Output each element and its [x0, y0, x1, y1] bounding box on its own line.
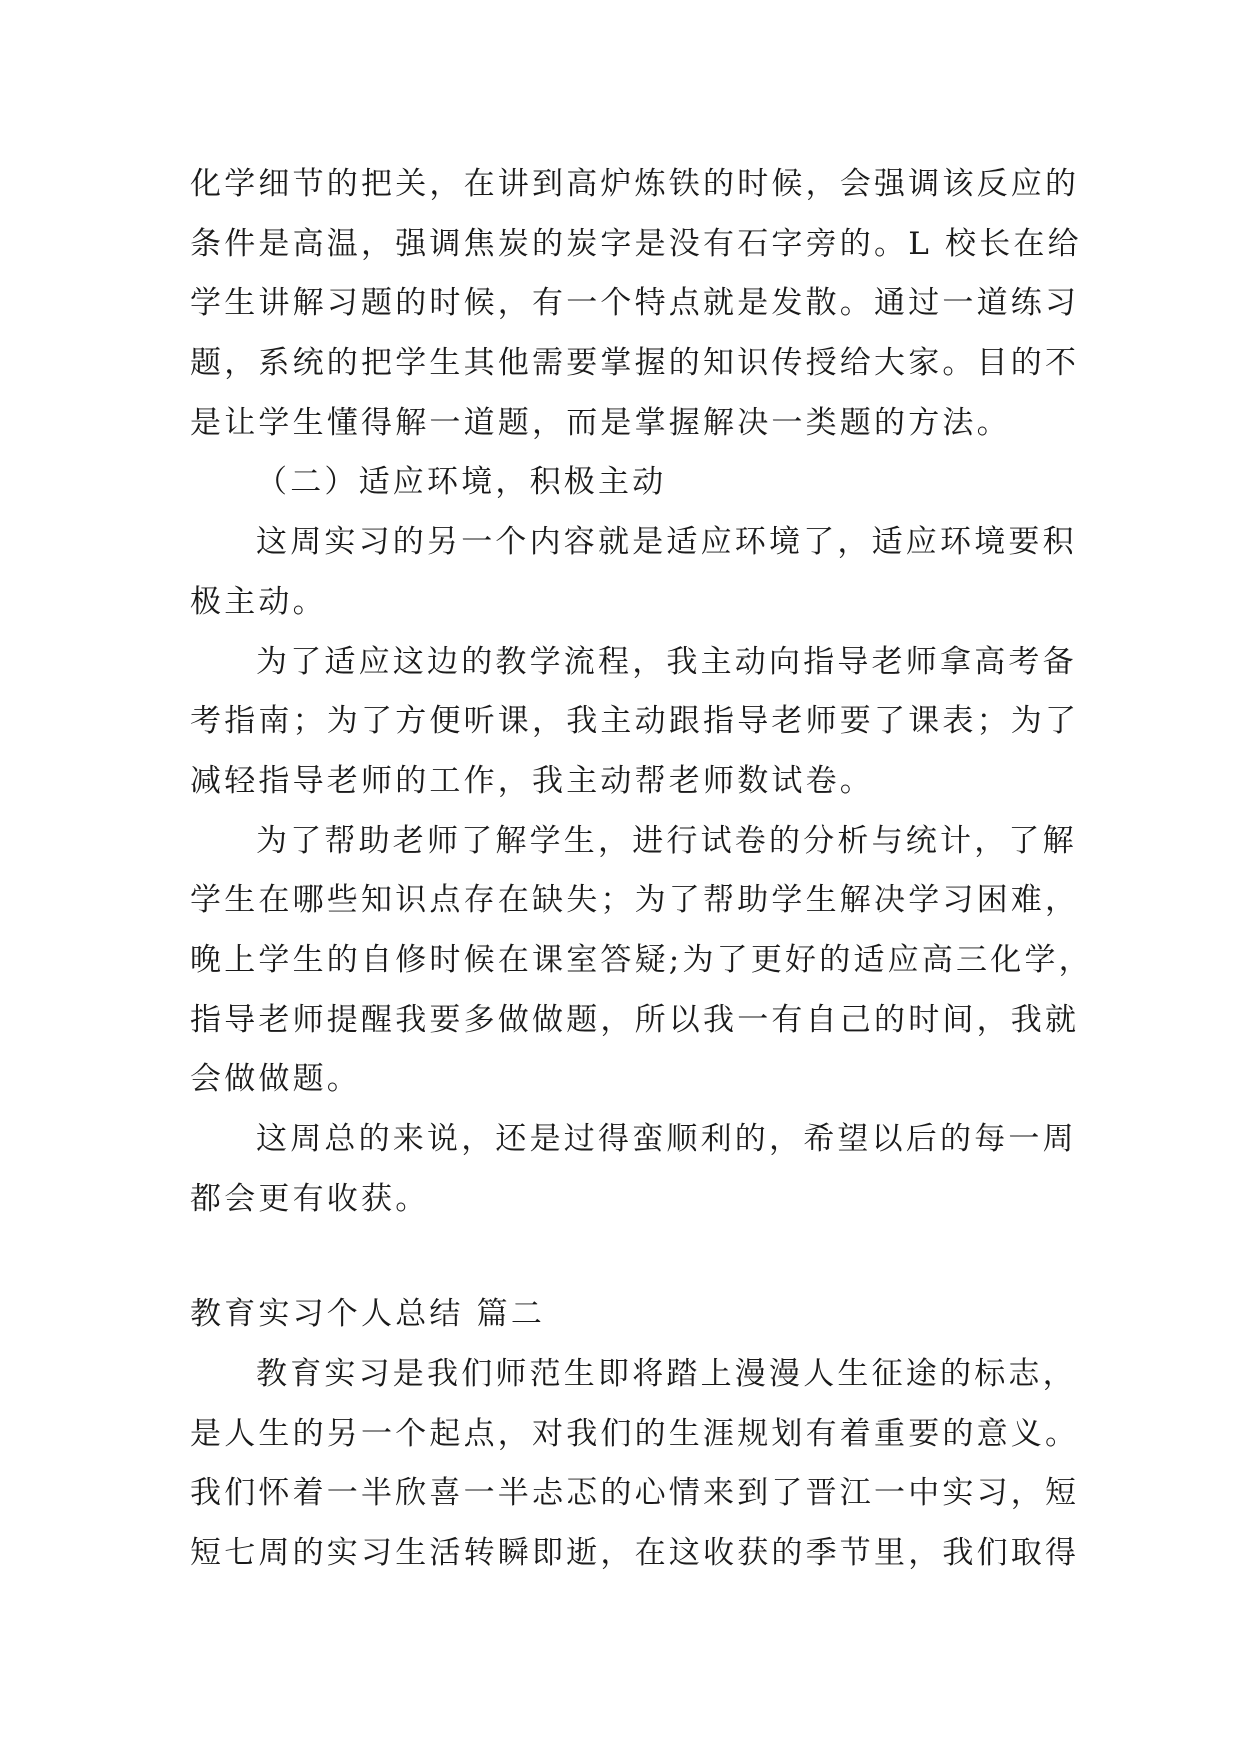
- paragraph-line: 都会更有收获。: [190, 1180, 430, 1217]
- section-gap: [190, 1229, 1065, 1285]
- paragraph-line: 化学细节的把关，在讲到高炉炼铁的时候，会强调该反应的: [190, 166, 1080, 202]
- subheading: （二）适应环境，积极主动: [256, 464, 667, 501]
- paragraph-line: 我们怀着一半欣喜一半忐忑的心情来到了晋江一中实习，短: [190, 1475, 1080, 1512]
- paragraph-line: 学生在哪些知识点存在缺失；为了帮助学生解决学习困难，: [190, 882, 1080, 919]
- paragraph-line: 短七周的实习生活转瞬即逝，在这收获的季节里，我们取得: [190, 1535, 1080, 1572]
- paragraph-line: 教育实习是我们师范生即将踏上漫漫人生征途的标志，: [256, 1356, 1077, 1393]
- paragraph-line: 学生讲解习题的时候，有一个特点就是发散。通过一道练习: [190, 285, 1080, 322]
- paragraph-line: 是让学生懂得解一道题，而是掌握解决一类题的方法。: [190, 404, 1011, 441]
- section-title: 教育实习个人总结 篇二: [190, 1296, 546, 1333]
- paragraph-line: 晚上学生的自修时候在课室答疑;为了更好的适应高三化学，: [190, 941, 1093, 978]
- paragraph-line: 考指南；为了方便听课，我主动跟指导老师要了课表；为了: [190, 703, 1080, 740]
- paragraph-line: 极主动。: [190, 583, 327, 620]
- paragraph-line: 会做做题。: [190, 1061, 361, 1098]
- document-body: [190, 155, 1093, 1584]
- paragraph-line: 为了适应这边的教学流程，我主动向指导老师拿高考备: [256, 643, 1077, 680]
- paragraph-line: 题，系统的把学生其他需要掌握的知识传授给大家。目的不: [190, 345, 1080, 382]
- paragraph-line: 这周总的来说，还是过得蛮顺利的，希望以后的每一周: [256, 1121, 1077, 1157]
- paragraph-line: 指导老师提醒我要多做做题，所以我一有自己的时间，我就: [190, 1001, 1080, 1038]
- paragraph-line: 这周实习的另一个内容就是适应环境了，适应环境要积: [256, 524, 1077, 561]
- paragraph-line: 条件是高温，强调焦炭的炭字是没有石字旁的。L 校长在给: [190, 225, 1082, 262]
- paragraph-line: 为了帮助老师了解学生，进行试卷的分析与统计，了解: [256, 822, 1077, 859]
- paragraph-line: 是人生的另一个起点，对我们的生涯规划有着重要的意义。: [190, 1415, 1080, 1452]
- paragraph-line: 减轻指导老师的工作，我主动帮老师数试卷。: [190, 762, 874, 799]
